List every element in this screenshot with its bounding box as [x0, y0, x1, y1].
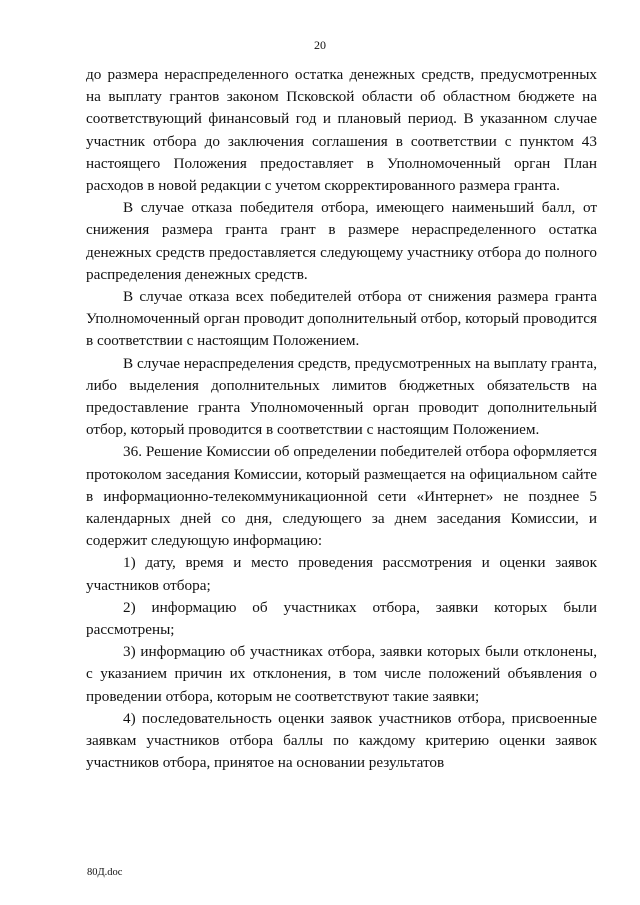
list-item-2: 2) информацию об участниках отбора, заявки которых были рассмотрены;: [86, 598, 597, 639]
list-item-3: 3) информацию об участниках отбора, заявки которых были отклонены, с указанием причин их отклонения, в том числе положений объявления о проведении отбора, которым не соответствуют такие заявки;: [86, 643, 597, 705]
paragraph-refusal-lowest-score: В случае отказа победителя отбора, имеющего наименьший балл, от снижения размера гранта грант в размере нераспределенного остатка денежных средств предоставляется следующему участнику отбора до полного распределения денежных средств.: [86, 199, 597, 283]
page-number: 20: [314, 38, 326, 52]
list-item-1: 1) дату, время и место проведения рассмотрения и оценки заявок участников отбора;: [86, 554, 597, 594]
document-body: [86, 64, 597, 775]
paragraph-refusal-all-winners: В случае отказа всех победителей отбора от снижения размера гранта Уполномоченный орган проводит дополнительный отбор, который проводится в соответствии с настоящим Положением.: [86, 288, 597, 350]
paragraph-continuation: до размера нераспределенного остатка денежных средств, предусмотренных на выплату грантов законом Псковской области об областном бюджете на соответствующий финансовый год и плановый период. В указанном случае участник отбора до заключения соглашения в соответствии с пунктом 43 настоящего Положения предоставляет в Уполномоченный орган План расходов в новой редакции с учетом скорректированного размера гранта.: [86, 66, 597, 195]
paragraph-undistributed-funds: В случае нераспределения средств, предусмотренных на выплату гранта, либо выделения дополнительных лимитов бюджетных обязательств на предоставление гранта Уполномоченный орган проводит дополнительный отбор, который проводится в соответствии с настоящим Положением.: [86, 354, 597, 439]
footer-filename: 80Д.doc: [87, 867, 123, 878]
paragraph-item-36: 36. Решение Комиссии об определении победителей отбора оформляется протоколом заседания Комиссии, который размещается на официальном сайте в информационно-телекоммуникационной сети «Интернет» не позднее 5 календарных дней со дня, следующего за днем заседания Комиссии, и содержит следующую информацию:: [86, 443, 597, 550]
list-item-4: 4) последовательность оценки заявок участников отбора, присвоенные заявкам участников отбора баллы по каждому критерию оценки заявок участников отбора, принятое на основании результатов: [86, 709, 597, 772]
